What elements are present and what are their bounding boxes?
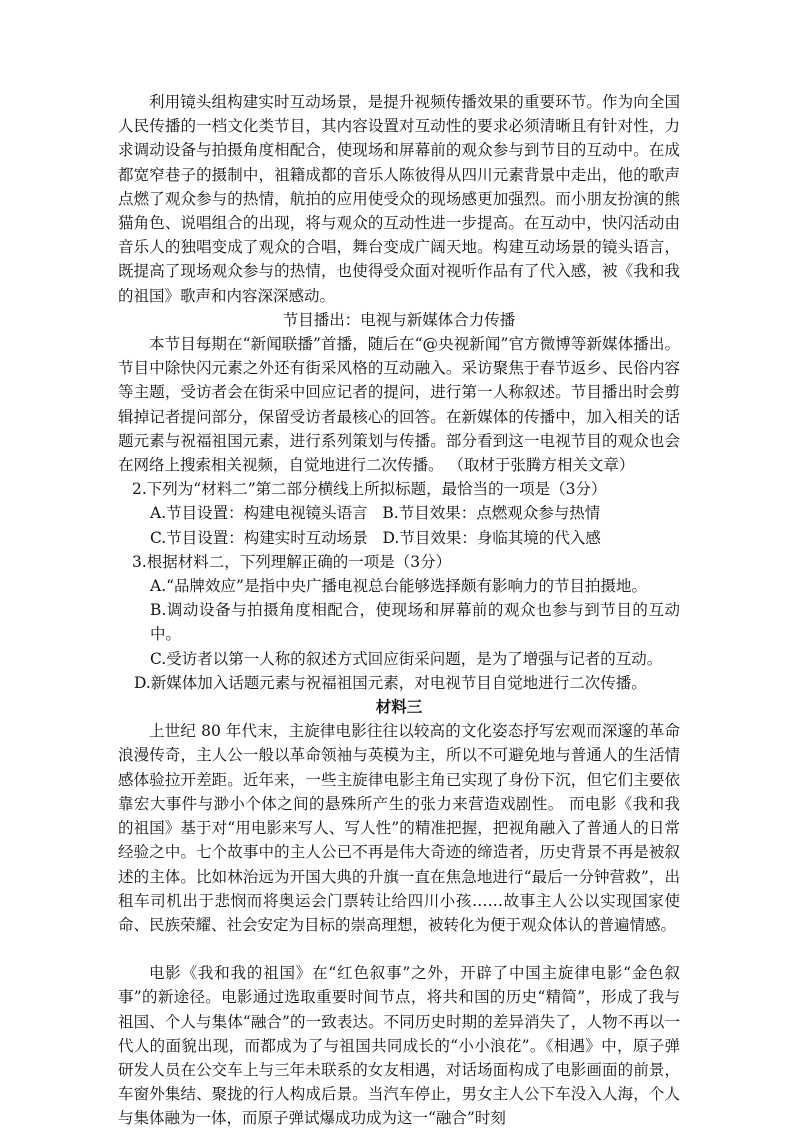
question-3-option-c: C.受访者以第一人称的叙述方式回应街采问题，是为了增强与记者的互动。 [150,649,663,668]
question-3-option-a: A.“品牌效应”是指中央广播电视总台能够选择颇有影响力的节目拍摄地。 [150,577,647,596]
question-3-option-d: D.新媒体加入话题元素与祝福祖国元素，对电视节目自觉地进行二次传播。 [134,673,647,692]
question-2 [118,477,680,550]
material3-paragraph-1: 上世纪 80 年代末，主旋律电影往往以较高的文化姿态抒写宏观而深邃的革命浪漫传奇，主人公一般以革命领袖与英模为主，所以不可避免地与普通人的生活情感体验拉开差距。近年来，一些主旋律电影主角已实现了身份下沉，但它们主要依靠宏大事件与渺小个体之间的悬殊所产生的张力来营造戏剧性。 而电影《我和我的祖国》基于对“用电影来写人、写人性”的精准把握，把视角融入了普通人的日常经验之中。七个故事中的主人公已不再是伟大奇迹的缔造者，历史背景不再是被叙述的主体。比如林治远为开国大典的升旗一直在焦急地进行“最后一分钟营救”，出租车司机出于悲悯而将奥运会门票转让给四川小孩……故事主人公以实现国家使命、民族荣耀、社会安定为目标的崇高理想，被转化为便于观众体认的普遍情感。 [118,722,680,934]
question-2-options-row2: C.节目设置：构建实时互动场景 D.节目效果：身临其境的代入感 [150,528,601,547]
question-3-stem: 3.根据材料二，下列理解正确的一项是（3分） [132,552,452,571]
paragraph-spacer [118,937,680,961]
material3-paragraph-2: 电影《我和我的祖国》在“红色叙事”之外，开辟了中国主旋律电影“金色叙事”的新途径。电影通过选取重要时间节点，将共和国的历史“精简”，形成了我与祖国、个人与集体“融合”的一致表达。不同历史时期的差异消失了，人物不再以一代人的面貌出现，而都成为了与祖国共同成长的“小小浪花”。《相遇》中，原子弹研发人员在公交车上与三年未联系的女友相遇，对话场面构成了电影画面的前景，车窗外集结、聚拢的行人构成后景。当汽车停止，男女主人公下车没入人海，个人与集体融为一体，而原子弹试爆成功成为这一“融合”时刻 [118,964,680,1128]
question-3 [118,550,680,695]
material2-paragraph-interaction: 利用镜头组构建实时互动场景，是提升视频传播效果的重要环节。作为向全国人民传播的一档文化类节目，其内容设置对互动性的要求必须清晰且有针对性，力求调动设备与拍摄角度相配合，使现场和屏幕前的观众参与到节目的互动中。在成都宽窄巷子的摄制中，祖籍成都的音乐人陈彼得从四川元素背景中走出，他的歌声点燃了观众参与的热情，航拍的应用使受众的现场感更加强烈。而小朋友扮演的熊猫角色、说唱组合的出现，将与观众的互动性进一步提高。在互动中，快闪活动由音乐人的独唱变成了观众的合唱，舞台变成广阔天地。构建互动场景的镜头语言，既提高了现场观众参与的热情，也使得受众面对视听作品有了代入感，被《我和我的祖国》歌声和内容深深感动。 [118,93,680,305]
material2-paragraph-broadcast: 本节目每期在“新闻联播”首播，随后在“@央视新闻”官方微博等新媒体播出。节目中除快闪元素之外还有街采风格的互动融入。采访聚焦于春节返乡、民俗内容等主题，受访者会在街采中回应记者的提问，进行第一人称叙述。节目播出时会剪辑掉记者提问部分，保留受访者最核心的回答。在新媒体的传播中，加入相关的话题元素与祝福祖国元素，进行系列策划与传播。部分看到这一电视节目的观众也会在网络上搜索相关视频，自觉地进行二次传播。 （取材于张腾方相关文章） [118,335,680,475]
question-3-option-b: B.调动设备与拍摄角度相配合，使现场和屏幕前的观众也参与到节目的互动中。 [150,601,680,644]
material3-title: 材料三 [375,697,423,717]
question-2-stem: 2.下列为“材料二”第二部分横线上所拟标题，最恰当的一项是（3分） [132,480,607,499]
document-page [118,90,680,1131]
question-2-options-row1: A.节目设置：构建电视镜头语言 B.节目效果：点燃观众参与热情 [150,504,601,523]
section-subheading: 节目播出：电视与新媒体合力传播 [282,310,516,329]
